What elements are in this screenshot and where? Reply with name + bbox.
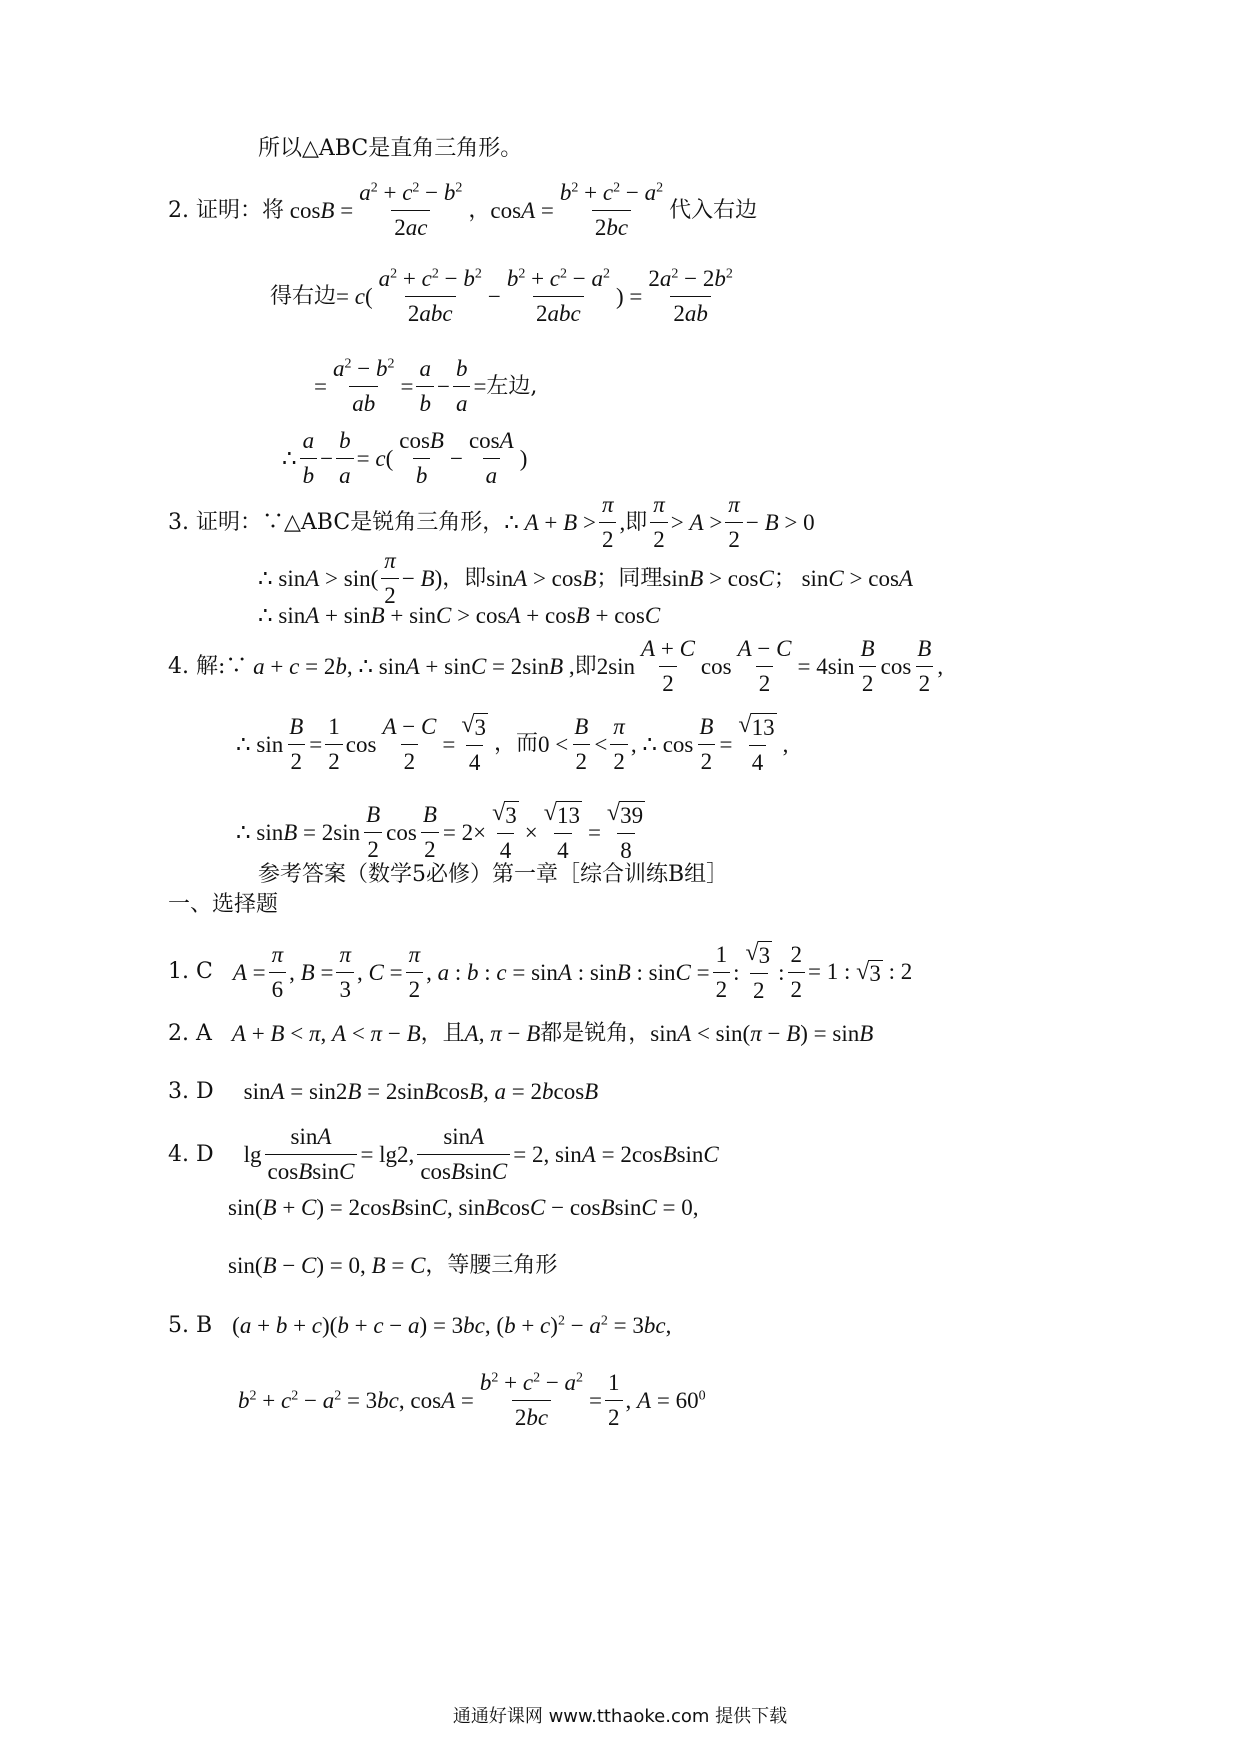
section-title: 参考答案（数学5必修）第一章［综合训练B组］	[258, 862, 729, 887]
fraction: $\frac{B}{2}$	[289, 713, 304, 774]
fraction: $\frac{\pi}{2}$	[650, 492, 668, 554]
fraction: $\frac{\pi}{2}$	[599, 492, 617, 554]
answer-1: 1. C A = $\frac{\pi}{6}$ , B = $\frac{\pi}{3}$ , C = $\frac{\pi}{2}$ , a : b : c = sinA : sinB : sinC = $\frac{1}{2}$ : √ 3 2 : $\frac{2}{2}$ = 1 : √ 3 : 2	[168, 940, 913, 1004]
fraction: $\frac{B}{2}$	[860, 636, 875, 697]
fraction: $\frac{a^2 - b^2}{ab}$	[332, 356, 395, 417]
fraction: $\frac{A + C}{2}$	[641, 636, 695, 697]
answer-3: 3. D sinA = sin2B = 2sinBcosB, a = 2bcosB	[168, 1078, 599, 1104]
fraction: $\frac{\cos B}{b}$	[399, 428, 444, 489]
fraction: $\frac{2}{2}$	[788, 942, 806, 1004]
problem-3-premise: 3. 证明：∵△ABC是锐角三角形， ∴ A + B > $\frac{\pi}{2}$ , 即 $\frac{\pi}{2}$ > A > $\frac{\pi}{2}$ − B > 0	[168, 492, 815, 553]
fraction: $\frac{B}{2}$	[366, 801, 381, 862]
problem-2-conclusion: ∴ $\frac{a}{b}$ − $\frac{b}{a}$ = c( $\frac{\cos B}{b}$ − $\frac{\cos A}{a}$ )	[282, 428, 528, 489]
problem-2-right-side: 得右边 = c( $\frac{a^2 + c^2 - b^2}{\text{2abc}}$ − $\frac{b^2 + c^2 - a^2}{\text{2abc}}$ ) = $\frac{2a^2 - 2b^2}{2ab}$	[270, 266, 739, 328]
problem-2-substitution: 2. 证明：将 cosB = $\frac{a^2 + c^2 - b^2}{2ac}$ ， cosA = $\frac{b^2 + c^2 - a^2}{2bc}$ 代入右边	[168, 180, 758, 241]
fraction: $\frac{a}{b}$	[416, 356, 434, 418]
fraction: $\frac{\pi}{2}$	[725, 492, 743, 554]
fraction: √ 39 8	[606, 800, 644, 864]
fraction: $\frac{\pi}{2}$	[610, 714, 628, 776]
problem-2-simplify: = $\frac{a^2 - b^2}{ab}$ = $\frac{a}{b}$ − $\frac{b}{a}$ = 左边,	[314, 356, 538, 417]
fraction: √ 13 4	[543, 800, 580, 864]
answer-2: 2. A A + B < π, A < π − B ，且 A, π − B 都是锐角， sinA < sin(π − B) = sinB	[168, 1020, 874, 1046]
answer-4-conclusion: sin(B − C) = 0, B = C ，等腰三角形	[228, 1252, 558, 1278]
fraction: $\frac{\pi}{3}$	[336, 942, 354, 1004]
fraction: $\frac{a}{b}$	[300, 428, 318, 490]
fraction: $\frac{b^2 + c^2 - a^2}{\text{2abc}}$	[506, 266, 610, 327]
fraction: $\frac{B}{2}$	[422, 801, 437, 862]
fraction: $\frac{\pi}{6}$	[269, 942, 287, 1004]
fraction: $\frac{\cos A}{a}$	[468, 428, 514, 489]
fraction: $\frac{a^2 + c^2 - b^2}{2ac}$	[359, 180, 463, 241]
answer-5-cosine: $b^2 + c^2 - a^2 = 3bc$, cosA = $\frac{b^2 + c^2 - a^2}{2bc}$ = $\frac{1}{2}$ , $A = 60^0$	[238, 1370, 706, 1431]
answer-4-log: 4. D lg $\frac{\sin A}{\text{cosBsinC}}$ = lg2, $\frac{\sin A}{\text{cosBsinC}}$ = 2, sinA = 2cosBsinC	[168, 1124, 719, 1185]
problem-4-half-angle: ∴ sin $\frac{B}{2}$ = $\frac{1}{2}$ cos $\frac{A - C}{2}$ = √ 3 4 ，而 0 < $\frac{B}{2}$ < $\frac{\pi}{2}$ , ∴ cos $\frac{B}{2}$ = √ 13 4 ,	[236, 712, 789, 776]
problem-4-condition: 4. 解:∵ a + c = 2b, ∴ sinA + sinC = 2sinB , 即 2sin $\frac{A + C}{2}$ cos $\frac{A - C}{2}$ = 4sin $\frac{B}{2}$ cos $\frac{B}{2}$ ,	[168, 636, 944, 697]
line-conclusion-right-triangle: 所以△ABC是直角三角形。	[258, 136, 523, 161]
fraction: $\frac{\pi}{2}$	[381, 548, 399, 610]
section-subtitle: 一、选择题	[168, 892, 279, 917]
page-footer: 通通好课网 www.tthaoke.com 提供下载	[452, 1706, 788, 1727]
fraction: √ 3 4	[461, 712, 486, 776]
fraction: $\frac{\sin A}{\text{cosBsinC}}$	[417, 1124, 510, 1186]
fraction: $\frac{B}{2}$	[917, 636, 932, 697]
fraction: √ 3 2	[745, 940, 771, 1004]
problem-3-sine-inequality: ∴ sinA > sin( $\frac{\pi}{2}$ − B) ，即 sinA > cosB ；同理 sinB > cosC ； sinC > cosA	[258, 548, 913, 609]
fraction: $\frac{b}{a}$	[453, 356, 471, 418]
fraction: $\frac{A - C}{2}$	[737, 636, 792, 697]
fraction: √ 3 4	[492, 800, 517, 864]
fraction: $\frac{a^2 + c^2 - b^2}{\text{2abc}}$	[378, 266, 482, 327]
fraction: $\frac{1}{2}$	[605, 1370, 623, 1432]
fraction: $\frac{\sin A}{\text{cosBsinC}}$	[265, 1124, 358, 1186]
fraction: $\frac{b^2 + c^2 - a^2}{2bc}$	[479, 1370, 584, 1431]
fraction: $\frac{2a^2 - 2b^2}{2ab}$	[648, 266, 733, 327]
answer-4-expand: sin(B + C) = 2cosBsinC, sinBcosC − cosBsinC = 0,	[228, 1195, 699, 1220]
fraction: $\frac{B}{2}$	[699, 713, 714, 774]
fraction: $\frac{b}{a}$	[336, 428, 354, 490]
fraction: $\frac{b^2 + c^2 - a^2}{2bc}$	[559, 180, 664, 241]
answer-5-expand: 5. B (a + b + c)(b + c − a) = 3bc, $(b + c)^2 - a^2 = 3bc$,	[168, 1312, 672, 1338]
problem-3-conclusion: ∴ sinA + sinB + sinC > cosA + cosB + cosC	[258, 603, 661, 628]
fraction: $\frac{\pi}{2}$	[406, 942, 424, 1004]
problem-4-result: ∴ sinB = 2sin $\frac{B}{2}$ cos $\frac{B}{2}$ = 2× √ 3 4 × √ 13 4 = √ 39 8	[236, 800, 651, 865]
fraction: √ 13 4	[738, 712, 775, 776]
fraction: $\frac{1}{2}$	[713, 942, 731, 1004]
fraction: $\frac{1}{2}$	[325, 714, 343, 776]
fraction: $\frac{A - C}{2}$	[382, 713, 437, 774]
fraction: $\frac{B}{2}$	[574, 713, 589, 774]
